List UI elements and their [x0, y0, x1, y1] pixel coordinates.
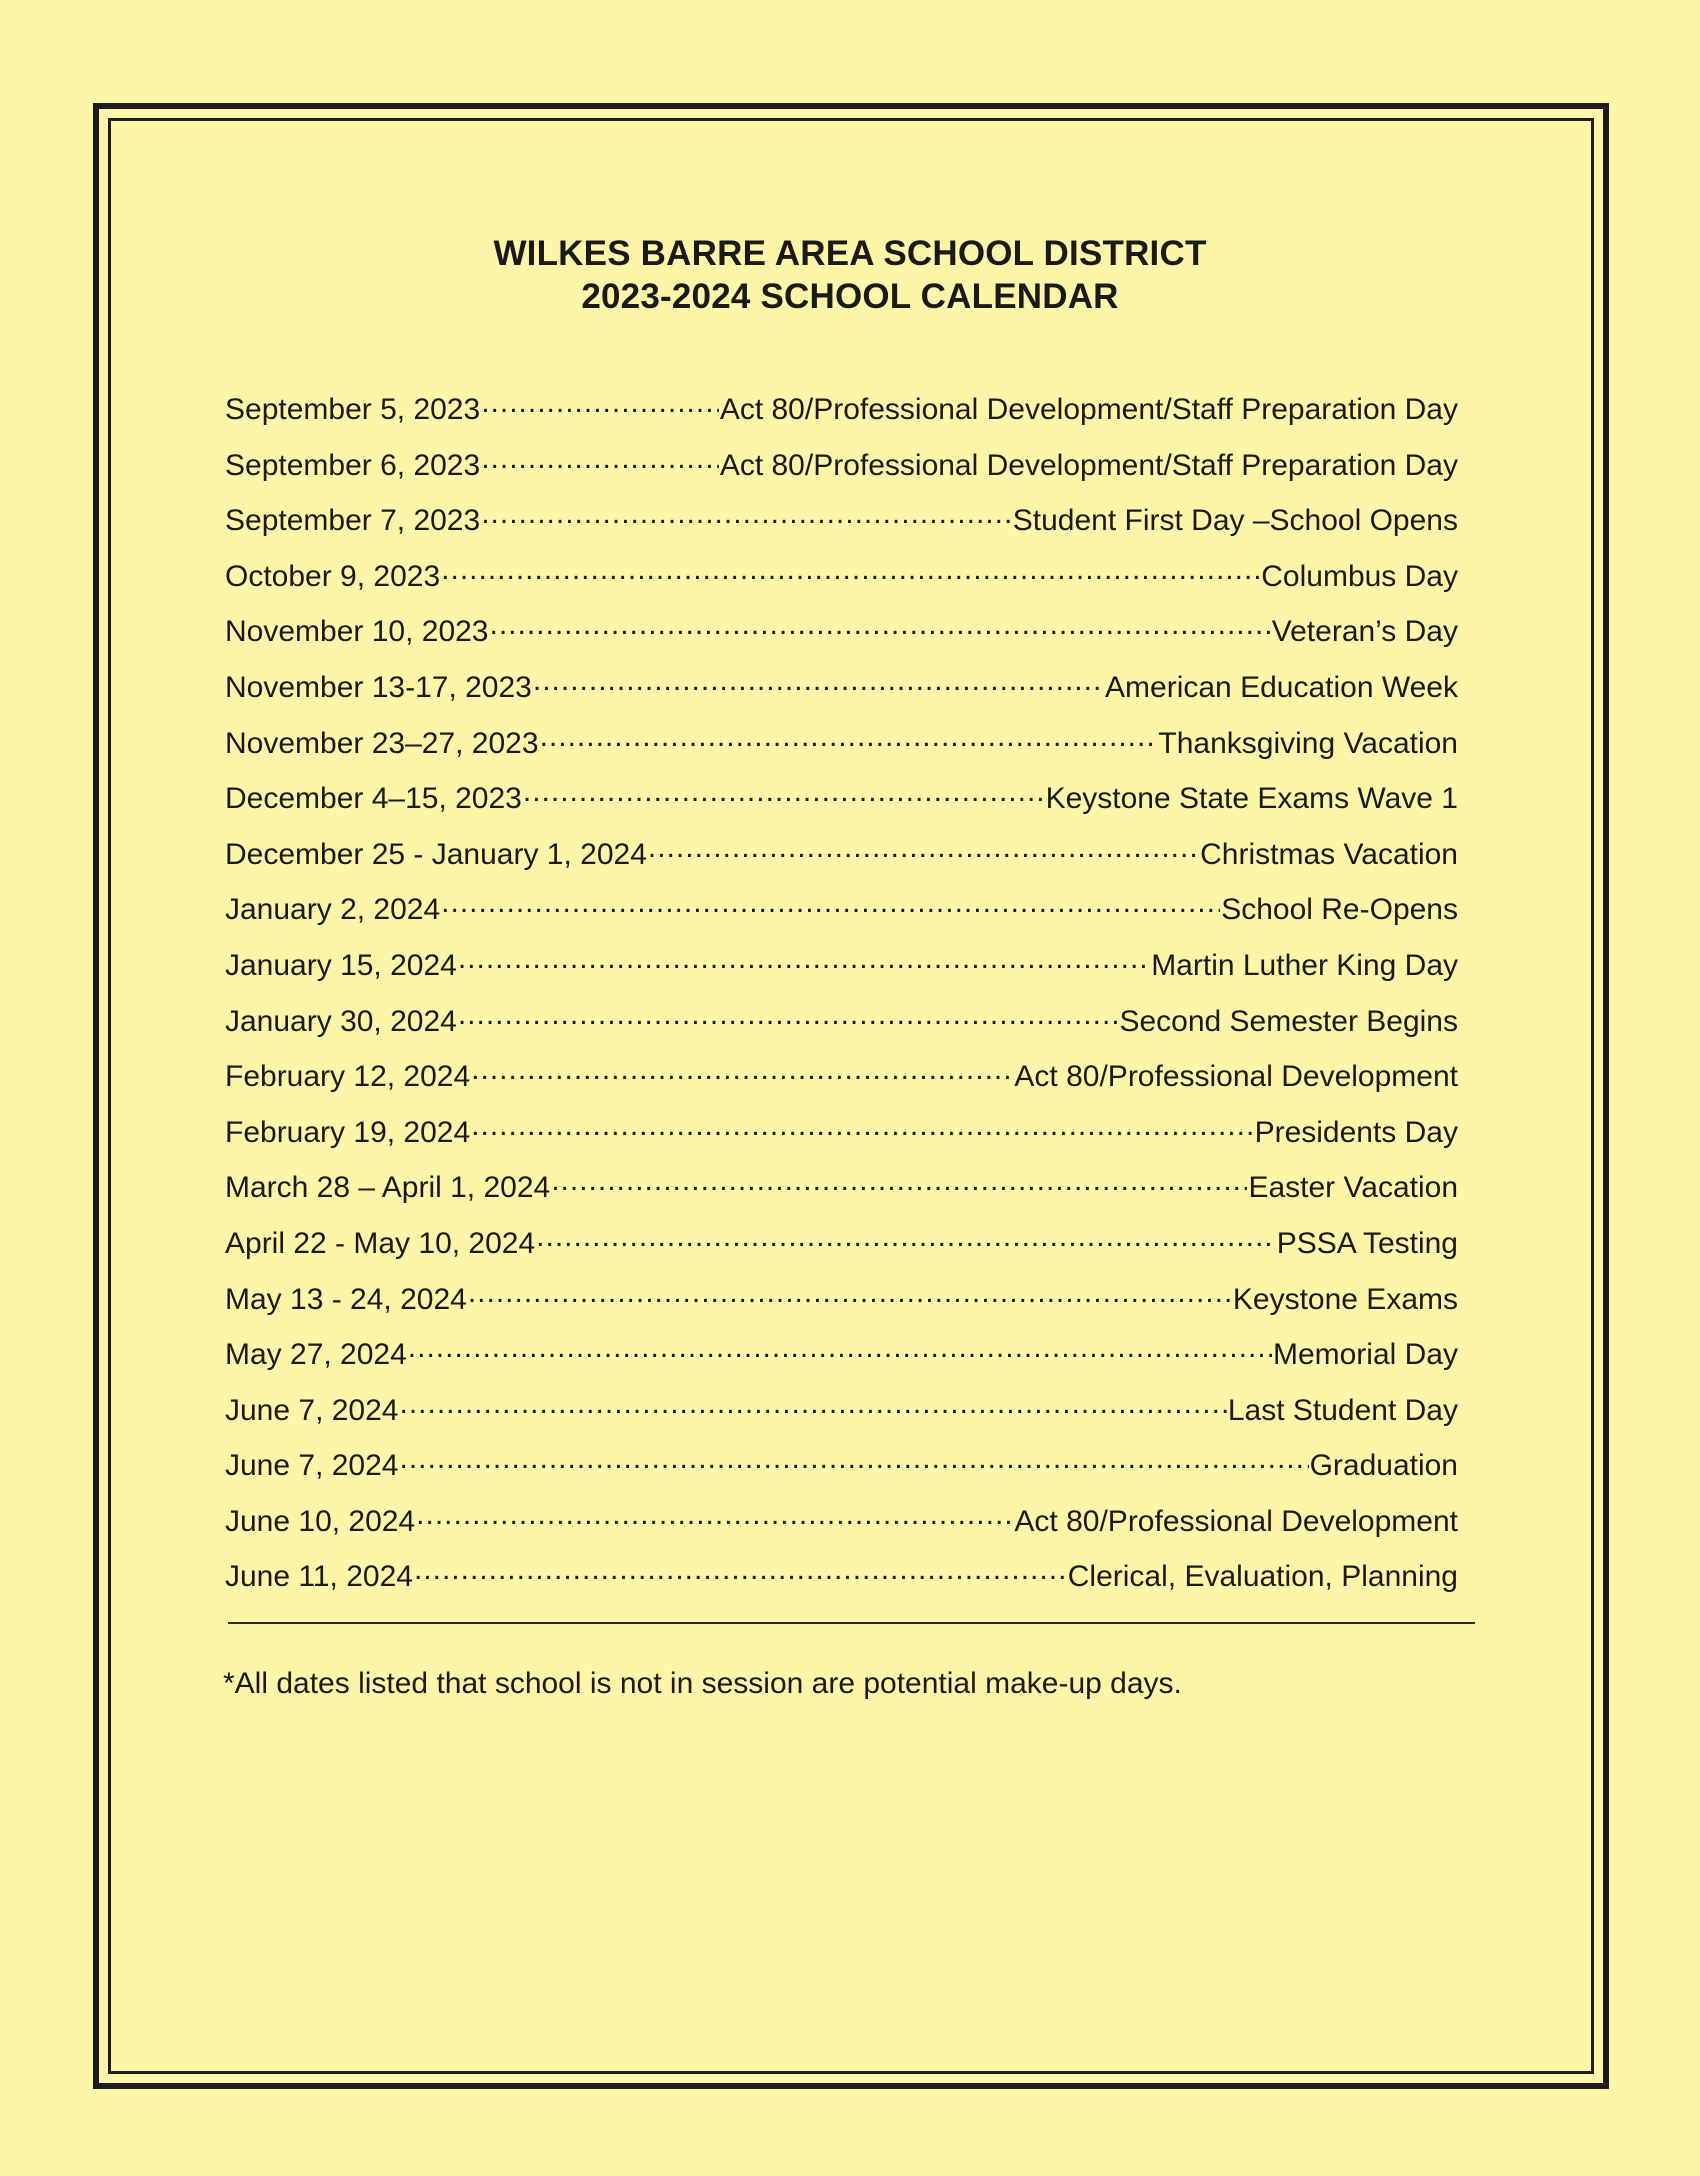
leader-dots [441, 556, 1260, 586]
entry-date: September 7, 2023 [225, 504, 481, 538]
entry-event: School Re-Opens [1221, 893, 1458, 927]
entry-event: Student First Day –School Opens [1012, 504, 1458, 538]
entry-date: January 2, 2024 [225, 893, 441, 927]
entry-date: January 15, 2024 [225, 948, 457, 982]
calendar-entry [225, 888, 1458, 944]
leader-dots [536, 1223, 1276, 1253]
entry-event: Second Semester Begins [1119, 1004, 1458, 1038]
entry-event: PSSA Testing [1276, 1226, 1458, 1260]
entry-date: June 7, 2024 [225, 1449, 399, 1483]
entry-date: November 23–27, 2023 [225, 726, 539, 760]
entry-date: June 7, 2024 [225, 1393, 399, 1427]
entry-event: Keystone Exams [1232, 1282, 1458, 1316]
calendar-entry [225, 1222, 1458, 1278]
leader-dots [458, 945, 1150, 975]
entry-date: February 19, 2024 [225, 1115, 471, 1149]
leader-dots [471, 1112, 1253, 1142]
leader-dots [408, 1334, 1272, 1364]
entry-date: September 6, 2023 [225, 448, 481, 482]
calendar-entry [225, 1500, 1458, 1556]
leader-dots [471, 1056, 1013, 1086]
leader-dots [414, 1556, 1067, 1586]
leader-dots [481, 500, 1012, 530]
page-title [0, 232, 1700, 318]
calendar-title: 2023-2024 SCHOOL CALENDAR [581, 277, 1119, 316]
entry-event: Veteran’s Day [1271, 615, 1458, 649]
footnote: *All dates listed that school is not in session are potential make-up days. [223, 1667, 1182, 1700]
entry-event: Clerical, Evaluation, Planning [1067, 1560, 1458, 1594]
calendar-entry [225, 1389, 1458, 1445]
calendar-entry [225, 444, 1458, 500]
calendar-entries [225, 388, 1458, 1611]
leader-dots [441, 889, 1220, 919]
entry-date: February 12, 2024 [225, 1060, 471, 1094]
calendar-entry [225, 1444, 1458, 1500]
calendar-entry [225, 666, 1458, 722]
calendar-entry [225, 944, 1458, 1000]
calendar-entry [225, 1555, 1458, 1611]
calendar-entry [225, 1333, 1458, 1389]
entry-date: May 13 - 24, 2024 [225, 1282, 467, 1316]
leader-dots [523, 778, 1045, 808]
calendar-entry [225, 1055, 1458, 1111]
entry-event: American Education Week [1105, 670, 1458, 704]
calendar-entry [225, 722, 1458, 778]
entry-date: November 10, 2023 [225, 615, 489, 649]
entry-date: March 28 – April 1, 2024 [225, 1171, 551, 1205]
entry-date: September 5, 2023 [225, 393, 481, 426]
calendar-entry [225, 1111, 1458, 1167]
entry-date: October 9, 2023 [225, 559, 441, 593]
entry-date: April 22 - May 10, 2024 [225, 1226, 536, 1260]
entry-event: Columbus Day [1261, 559, 1458, 593]
entry-event: Keystone State Exams Wave 1 [1045, 782, 1458, 816]
entry-event: Act 80/Professional Development/Staff Preparation Day [719, 393, 1458, 426]
entry-date: May 27, 2024 [225, 1338, 407, 1372]
divider-line [228, 1622, 1475, 1624]
entry-date: December 4–15, 2023 [225, 782, 522, 816]
entry-event: Thanksgiving Vacation [1158, 726, 1458, 760]
leader-dots [399, 1445, 1308, 1475]
calendar-entry [225, 610, 1458, 666]
calendar-entry [225, 499, 1458, 555]
calendar-entry [225, 555, 1458, 611]
entry-date: June 10, 2024 [225, 1504, 416, 1538]
leader-dots [490, 611, 1271, 641]
entry-event: Act 80/Professional Development/Staff Preparation Day [719, 448, 1458, 482]
entry-event: Last Student Day [1227, 1393, 1458, 1427]
leader-dots [458, 1001, 1119, 1031]
entry-date: January 30, 2024 [225, 1004, 457, 1038]
leader-dots [468, 1279, 1232, 1309]
calendar-entry [225, 1166, 1458, 1222]
calendar-entry [225, 1000, 1458, 1056]
entry-event: Martin Luther King Day [1151, 948, 1458, 982]
entry-event: Christmas Vacation [1200, 837, 1458, 871]
entry-date: June 11, 2024 [225, 1560, 413, 1594]
leader-dots [533, 667, 1104, 697]
calendar-entry [225, 833, 1458, 889]
leader-dots [481, 445, 719, 475]
entry-date: December 25 - January 1, 2024 [225, 837, 647, 871]
calendar-entry [225, 388, 1458, 444]
entry-event: Easter Vacation [1248, 1171, 1458, 1205]
leader-dots [416, 1501, 1013, 1531]
entry-event: Graduation [1309, 1449, 1458, 1483]
leader-dots [399, 1390, 1226, 1420]
district-name: WILKES BARRE AREA SCHOOL DISTRICT [493, 234, 1207, 273]
entry-event: Act 80/Professional Development [1014, 1504, 1458, 1538]
entry-date: November 13-17, 2023 [225, 670, 532, 704]
leader-dots [481, 389, 719, 419]
entry-event: Presidents Day [1254, 1115, 1458, 1149]
entry-event: Memorial Day [1272, 1338, 1458, 1372]
entry-event: Act 80/Professional Development [1014, 1060, 1458, 1094]
calendar-entry [225, 1278, 1458, 1334]
calendar-entry [225, 777, 1458, 833]
leader-dots [551, 1167, 1247, 1197]
leader-dots [540, 723, 1158, 753]
leader-dots [648, 834, 1199, 864]
